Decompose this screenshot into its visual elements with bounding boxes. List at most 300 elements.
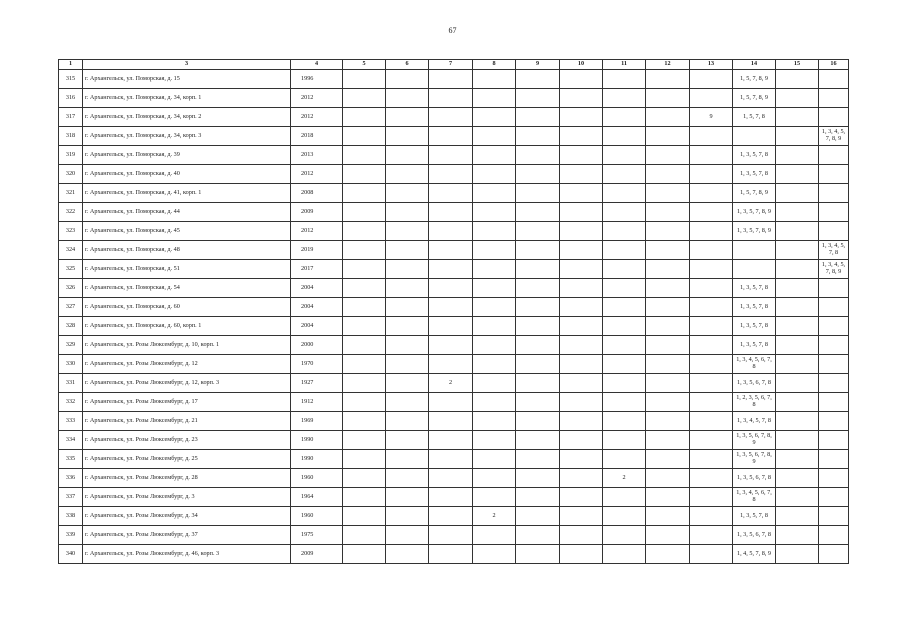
table-cell — [343, 526, 386, 545]
table-cell — [690, 469, 733, 488]
table-cell — [560, 127, 603, 146]
table-cell: 2012 — [291, 165, 343, 184]
table-cell: 1, 5, 7, 8, 9 — [733, 70, 776, 89]
table-cell — [386, 355, 429, 374]
table-cell: 1, 3, 5, 7, 8 — [733, 165, 776, 184]
table-cell: 2008 — [291, 184, 343, 203]
table-cell — [603, 108, 646, 127]
table-row — [59, 108, 849, 127]
column-header-6: 6 — [386, 60, 429, 70]
table-cell — [343, 108, 386, 127]
table-cell — [429, 412, 473, 431]
table-cell: 337 — [59, 488, 83, 507]
table-cell — [819, 298, 849, 317]
table-cell — [776, 317, 819, 336]
table-cell — [386, 146, 429, 165]
table-row — [59, 260, 849, 279]
table-cell — [560, 108, 603, 127]
table-cell — [386, 450, 429, 469]
table-row — [59, 241, 849, 260]
table-cell — [343, 241, 386, 260]
table-cell: 335 — [59, 450, 83, 469]
table-cell — [429, 431, 473, 450]
table-cell: 2012 — [291, 89, 343, 108]
table-cell — [603, 507, 646, 526]
table-cell: 336 — [59, 469, 83, 488]
table-cell — [429, 222, 473, 241]
table-cell: 331 — [59, 374, 83, 393]
table-cell — [473, 165, 516, 184]
table-cell: г. Архангельск, ул. Розы Люксембург, д. 23 — [83, 431, 291, 450]
table-cell — [776, 146, 819, 165]
table-cell: 315 — [59, 70, 83, 89]
register-table — [58, 59, 849, 564]
table-cell — [343, 89, 386, 108]
table-cell — [776, 507, 819, 526]
table-cell — [429, 89, 473, 108]
table-row — [59, 507, 849, 526]
table-cell: 2004 — [291, 317, 343, 336]
table-cell — [560, 222, 603, 241]
table-row — [59, 127, 849, 146]
table-cell: г. Архангельск, ул. Поморская, д. 54 — [83, 279, 291, 298]
table-cell — [386, 526, 429, 545]
column-header-4: 4 — [291, 60, 343, 70]
table-cell — [386, 203, 429, 222]
table-cell: г. Архангельск, ул. Розы Люксембург, д. 37 — [83, 526, 291, 545]
table-cell — [603, 146, 646, 165]
table-row — [59, 222, 849, 241]
table-cell — [516, 526, 560, 545]
table-cell — [603, 336, 646, 355]
table-cell — [646, 241, 690, 260]
table-row — [59, 450, 849, 469]
table-cell — [560, 469, 603, 488]
table-cell — [560, 431, 603, 450]
table-row — [59, 469, 849, 488]
table-cell — [819, 507, 849, 526]
table-cell — [343, 336, 386, 355]
table-cell — [603, 412, 646, 431]
table-row — [59, 488, 849, 507]
table-cell: 1, 3, 4, 5, 6, 7, 8 — [733, 355, 776, 374]
column-header-13: 13 — [690, 60, 733, 70]
table-cell — [473, 526, 516, 545]
table-cell — [343, 431, 386, 450]
table-cell: 2 — [473, 507, 516, 526]
table-cell: г. Архангельск, ул. Розы Люксембург, д. 28 — [83, 469, 291, 488]
table-row — [59, 355, 849, 374]
table-cell — [386, 222, 429, 241]
table-row — [59, 89, 849, 108]
table-cell — [473, 260, 516, 279]
table-cell — [473, 146, 516, 165]
table-cell: 1996 — [291, 70, 343, 89]
table-cell — [603, 431, 646, 450]
table-cell — [819, 393, 849, 412]
table-cell — [429, 545, 473, 564]
table-cell — [516, 393, 560, 412]
table-cell — [429, 127, 473, 146]
table-cell: 1990 — [291, 450, 343, 469]
table-cell — [690, 241, 733, 260]
table-cell: 2000 — [291, 336, 343, 355]
table-cell: 2 — [429, 374, 473, 393]
table-cell — [603, 70, 646, 89]
table-cell: 1990 — [291, 431, 343, 450]
table-cell: г. Архангельск, ул. Поморская, д. 45 — [83, 222, 291, 241]
table-cell: 332 — [59, 393, 83, 412]
table-cell — [560, 393, 603, 412]
table-cell — [560, 317, 603, 336]
table-cell — [776, 450, 819, 469]
table-cell — [819, 146, 849, 165]
table-cell — [473, 450, 516, 469]
table-cell — [560, 241, 603, 260]
table-cell — [603, 184, 646, 203]
table-row — [59, 70, 849, 89]
table-cell — [386, 412, 429, 431]
table-cell — [516, 222, 560, 241]
table-cell — [386, 279, 429, 298]
table-cell — [603, 298, 646, 317]
table-cell: 1, 3, 4, 5, 7, 8 — [819, 241, 849, 260]
table-cell — [516, 165, 560, 184]
table-cell — [690, 412, 733, 431]
table-cell — [473, 545, 516, 564]
table-cell — [560, 507, 603, 526]
table-cell — [343, 393, 386, 412]
table-cell — [646, 279, 690, 298]
table-cell — [516, 431, 560, 450]
table-cell — [473, 317, 516, 336]
table-cell — [776, 412, 819, 431]
table-cell: г. Архангельск, ул. Розы Люксембург, д. 25 — [83, 450, 291, 469]
table-cell — [776, 469, 819, 488]
table-cell: 1964 — [291, 488, 343, 507]
table-cell — [386, 241, 429, 260]
table-cell — [646, 526, 690, 545]
table-cell — [603, 260, 646, 279]
table-cell — [603, 203, 646, 222]
table-cell: 327 — [59, 298, 83, 317]
table-cell — [343, 279, 386, 298]
table-cell — [516, 70, 560, 89]
table-cell — [560, 203, 603, 222]
table-cell — [819, 431, 849, 450]
table-cell — [560, 374, 603, 393]
table-cell: 328 — [59, 317, 83, 336]
table-cell — [473, 127, 516, 146]
table-cell: 318 — [59, 127, 83, 146]
table-cell — [819, 526, 849, 545]
table-cell — [690, 526, 733, 545]
table-cell — [646, 108, 690, 127]
table-cell: 319 — [59, 146, 83, 165]
table-cell — [386, 469, 429, 488]
table-cell — [473, 184, 516, 203]
table-cell: 1, 3, 4, 5, 7, 8 — [733, 412, 776, 431]
table-cell — [386, 108, 429, 127]
table-cell — [819, 355, 849, 374]
column-header-3: 3 — [83, 60, 291, 70]
table-cell — [776, 184, 819, 203]
table-cell — [690, 222, 733, 241]
table-cell: г. Архангельск, ул. Поморская, д. 41, корп. 1 — [83, 184, 291, 203]
table-cell — [473, 279, 516, 298]
table-cell — [429, 146, 473, 165]
table-cell — [690, 89, 733, 108]
table-cell — [473, 241, 516, 260]
table-row — [59, 545, 849, 564]
table-cell: 1975 — [291, 526, 343, 545]
table-cell — [429, 317, 473, 336]
table-cell — [819, 165, 849, 184]
table-cell — [429, 469, 473, 488]
table-cell — [429, 241, 473, 260]
table-cell — [343, 450, 386, 469]
table-cell: 1927 — [291, 374, 343, 393]
table-cell — [646, 412, 690, 431]
table-cell — [516, 545, 560, 564]
table-cell — [690, 450, 733, 469]
table-cell: 340 — [59, 545, 83, 564]
table-row — [59, 393, 849, 412]
table-cell: 317 — [59, 108, 83, 127]
table-cell — [386, 89, 429, 108]
table-cell — [819, 469, 849, 488]
table-row — [59, 374, 849, 393]
table-cell — [776, 70, 819, 89]
table-cell: 1, 2, 3, 5, 6, 7, 8 — [733, 393, 776, 412]
table-cell: 333 — [59, 412, 83, 431]
table-cell: 334 — [59, 431, 83, 450]
table-cell — [516, 89, 560, 108]
table-cell — [343, 298, 386, 317]
table-cell — [516, 412, 560, 431]
table-cell — [603, 393, 646, 412]
table-cell — [516, 317, 560, 336]
table-cell — [690, 393, 733, 412]
table-cell: г. Архангельск, ул. Розы Люксембург, д. 12, корп. 3 — [83, 374, 291, 393]
table-cell — [343, 469, 386, 488]
table-cell — [603, 89, 646, 108]
table-cell — [386, 393, 429, 412]
table-cell — [429, 336, 473, 355]
table-cell — [646, 184, 690, 203]
table-cell — [603, 488, 646, 507]
table-cell — [646, 431, 690, 450]
table-cell — [473, 298, 516, 317]
table-cell — [516, 469, 560, 488]
table-cell — [819, 203, 849, 222]
table-cell — [776, 165, 819, 184]
table-cell — [429, 279, 473, 298]
column-header-5: 5 — [343, 60, 386, 70]
table-cell — [819, 450, 849, 469]
table-cell — [343, 222, 386, 241]
table-cell: 1, 4, 5, 7, 8, 9 — [733, 545, 776, 564]
table-cell — [516, 260, 560, 279]
table-row — [59, 298, 849, 317]
table-cell — [819, 222, 849, 241]
table-cell — [343, 70, 386, 89]
table-cell — [516, 336, 560, 355]
table-cell — [560, 260, 603, 279]
table-cell — [429, 526, 473, 545]
table-cell — [776, 222, 819, 241]
table-cell: 1, 3, 5, 7, 8 — [733, 317, 776, 336]
table-cell — [603, 127, 646, 146]
table-cell — [646, 89, 690, 108]
table-cell — [473, 488, 516, 507]
table-cell — [646, 165, 690, 184]
table-cell — [690, 374, 733, 393]
table-cell — [343, 184, 386, 203]
table-row — [59, 203, 849, 222]
table-cell — [473, 222, 516, 241]
table-cell — [603, 526, 646, 545]
table-cell — [690, 355, 733, 374]
table-cell — [646, 260, 690, 279]
table-cell — [690, 127, 733, 146]
table-cell: 1, 3, 5, 7, 8, 9 — [733, 203, 776, 222]
table-cell: 1, 5, 7, 8 — [733, 108, 776, 127]
table-cell — [560, 279, 603, 298]
table-row — [59, 412, 849, 431]
table-cell: г. Архангельск, ул. Поморская, д. 40 — [83, 165, 291, 184]
table-cell — [819, 89, 849, 108]
table-cell — [473, 89, 516, 108]
table-cell: 1, 3, 5, 6, 7, 8 — [733, 469, 776, 488]
table-cell: 322 — [59, 203, 83, 222]
table-cell: г. Архангельск, ул. Поморская, д. 39 — [83, 146, 291, 165]
table-cell — [603, 374, 646, 393]
table-cell — [473, 108, 516, 127]
table-cell: 2 — [603, 469, 646, 488]
table-cell — [776, 355, 819, 374]
table-cell: г. Архангельск, ул. Поморская, д. 48 — [83, 241, 291, 260]
table-cell — [776, 260, 819, 279]
table-cell — [386, 545, 429, 564]
table-cell: 323 — [59, 222, 83, 241]
table-cell: 2004 — [291, 298, 343, 317]
table-cell — [560, 165, 603, 184]
table-row — [59, 336, 849, 355]
table-cell: г. Архангельск, ул. Поморская, д. 34, корп. 1 — [83, 89, 291, 108]
table-cell — [343, 165, 386, 184]
table-cell: г. Архангельск, ул. Поморская, д. 15 — [83, 70, 291, 89]
table-cell — [646, 488, 690, 507]
table-cell — [733, 127, 776, 146]
table-cell — [429, 450, 473, 469]
table-cell — [646, 545, 690, 564]
table-cell — [516, 146, 560, 165]
table-cell: 316 — [59, 89, 83, 108]
table-cell — [386, 184, 429, 203]
table-cell — [603, 317, 646, 336]
table-cell: 2013 — [291, 146, 343, 165]
table-cell: г. Архангельск, ул. Розы Люксембург, д. 3 — [83, 488, 291, 507]
table-cell — [776, 374, 819, 393]
table-cell — [819, 184, 849, 203]
table-cell — [690, 146, 733, 165]
table-cell — [343, 146, 386, 165]
table-cell — [516, 374, 560, 393]
table-cell: 1970 — [291, 355, 343, 374]
table-cell — [646, 203, 690, 222]
table-cell — [429, 184, 473, 203]
table-cell: г. Архангельск, ул. Поморская, д. 51 — [83, 260, 291, 279]
table-cell: 1, 5, 7, 8, 9 — [733, 89, 776, 108]
table-cell: 1, 3, 5, 6, 7, 8 — [733, 374, 776, 393]
table-cell — [690, 279, 733, 298]
table-cell — [386, 488, 429, 507]
table-cell — [343, 374, 386, 393]
table-cell — [343, 127, 386, 146]
table-cell — [560, 70, 603, 89]
column-header-14: 14 — [733, 60, 776, 70]
table-cell — [560, 89, 603, 108]
table-cell — [690, 317, 733, 336]
table-cell — [819, 70, 849, 89]
table-cell — [603, 355, 646, 374]
table-cell — [690, 203, 733, 222]
table-cell: г. Архангельск, ул. Поморская, д. 44 — [83, 203, 291, 222]
table-cell — [560, 450, 603, 469]
table-cell — [429, 260, 473, 279]
table-cell — [603, 222, 646, 241]
table-cell — [819, 412, 849, 431]
table-cell: 2017 — [291, 260, 343, 279]
table-row — [59, 184, 849, 203]
table-cell — [690, 260, 733, 279]
table-cell — [646, 393, 690, 412]
column-header-15: 15 — [776, 60, 819, 70]
table-cell — [343, 355, 386, 374]
table-header-row — [59, 60, 849, 70]
table-cell — [516, 203, 560, 222]
page-number: 67 — [448, 26, 457, 35]
table-cell — [819, 108, 849, 127]
table-cell — [516, 298, 560, 317]
table-cell — [429, 203, 473, 222]
table-cell — [690, 431, 733, 450]
table-cell: 2019 — [291, 241, 343, 260]
table-cell: 1, 3, 5, 7, 8 — [733, 146, 776, 165]
table-cell — [429, 393, 473, 412]
table-cell — [646, 507, 690, 526]
table-cell — [473, 412, 516, 431]
table-cell — [690, 184, 733, 203]
table-cell — [819, 545, 849, 564]
table-cell — [429, 488, 473, 507]
table-cell — [690, 545, 733, 564]
table-cell: 1, 3, 4, 5, 6, 7, 8 — [733, 488, 776, 507]
table-row — [59, 317, 849, 336]
table-cell — [646, 146, 690, 165]
table-cell — [776, 526, 819, 545]
table-cell — [386, 431, 429, 450]
table-cell — [516, 241, 560, 260]
table-cell — [386, 374, 429, 393]
table-cell — [560, 545, 603, 564]
table-cell — [516, 108, 560, 127]
table-cell: 1, 3, 5, 6, 7, 8, 9 — [733, 450, 776, 469]
table-cell — [386, 336, 429, 355]
table-cell — [386, 165, 429, 184]
table-cell — [646, 336, 690, 355]
